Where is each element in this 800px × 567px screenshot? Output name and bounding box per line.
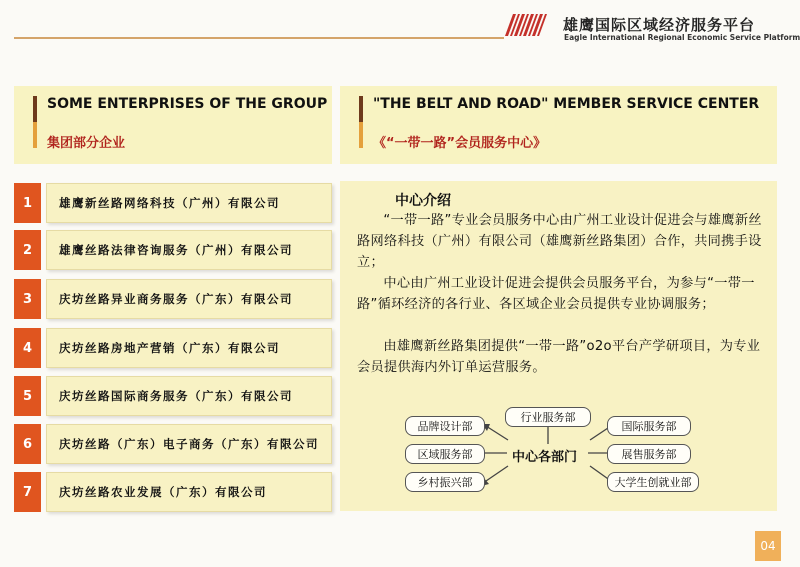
org-chart-center-label: 中心各部门 [512,450,578,465]
intro-paragraph: 由雄鹰新丝路集团提供“一带一路”o2o平台产学研项目，为专业会员提供海内外订单运营服务。 [357,339,761,375]
right-header-title-en: "THE BELT AND ROAD" MEMBER SERVICE CENTER [373,96,760,112]
dept-regional-service: 区域服务部 [405,444,485,464]
company-number: 1 [14,183,41,223]
brand-title-en: Eagle International Regional Economic Service Platform [564,33,800,42]
dept-international-service: 国际服务部 [607,416,691,436]
dept-student-startup: 大学生创就业部 [607,472,699,492]
connector-line [486,466,508,481]
intro-paragraph: 中心由广州工业设计促进会提供会员服务平台，为参与“一带一路”循环经济的各行业、各区域企业会员提供专业协调服务； [357,276,755,312]
company-number: 5 [14,376,41,416]
company-number: 7 [14,472,41,512]
company-number: 3 [14,279,41,319]
company-number: 6 [14,424,41,464]
company-name: 庆坊丝路（广东）电子商务（广东）有限公司 [46,424,332,464]
dept-industry-service: 行业服务部 [505,407,591,427]
company-name: 雄鹰丝路法律咨询服务（广州）有限公司 [46,230,332,270]
company-name: 庆坊丝路异业商务服务（广东）有限公司 [46,279,332,319]
connector-line [486,426,508,440]
center-intro-title: 中心介绍 [395,193,451,209]
right-header-title-cn: 《“一带一路”会员服务中心》 [373,136,547,151]
company-name: 雄鹰新丝路网络科技（广州）有限公司 [46,183,332,223]
dept-brand-design: 品牌设计部 [405,416,485,436]
intro-paragraph: “一带一路”专业会员服务中心由广州工业设计促进会与雄鹰新丝路网络科技（广州）有限公司（雄鹰新丝路集团）合作，共同携手设立； [357,213,762,270]
company-name: 庆坊丝路国际商务服务（广东）有限公司 [46,376,332,416]
company-number: 2 [14,230,41,270]
dept-exhibition-sales: 展售服务部 [607,444,691,464]
company-number: 4 [14,328,41,368]
company-name: 庆坊丝路房地产营销（广东）有限公司 [46,328,332,368]
left-header-title-en: SOME ENTERPRISES OF THE GROUP [47,96,328,112]
brand-title-cn: 雄鹰国际区域经济服务平台 [563,16,756,34]
dept-rural-revitalization: 乡村振兴部 [405,472,485,492]
page-number: 04 [755,531,781,561]
company-name: 庆坊丝路农业发展（广东）有限公司 [46,472,332,512]
left-header-title-cn: 集团部分企业 [47,136,126,151]
